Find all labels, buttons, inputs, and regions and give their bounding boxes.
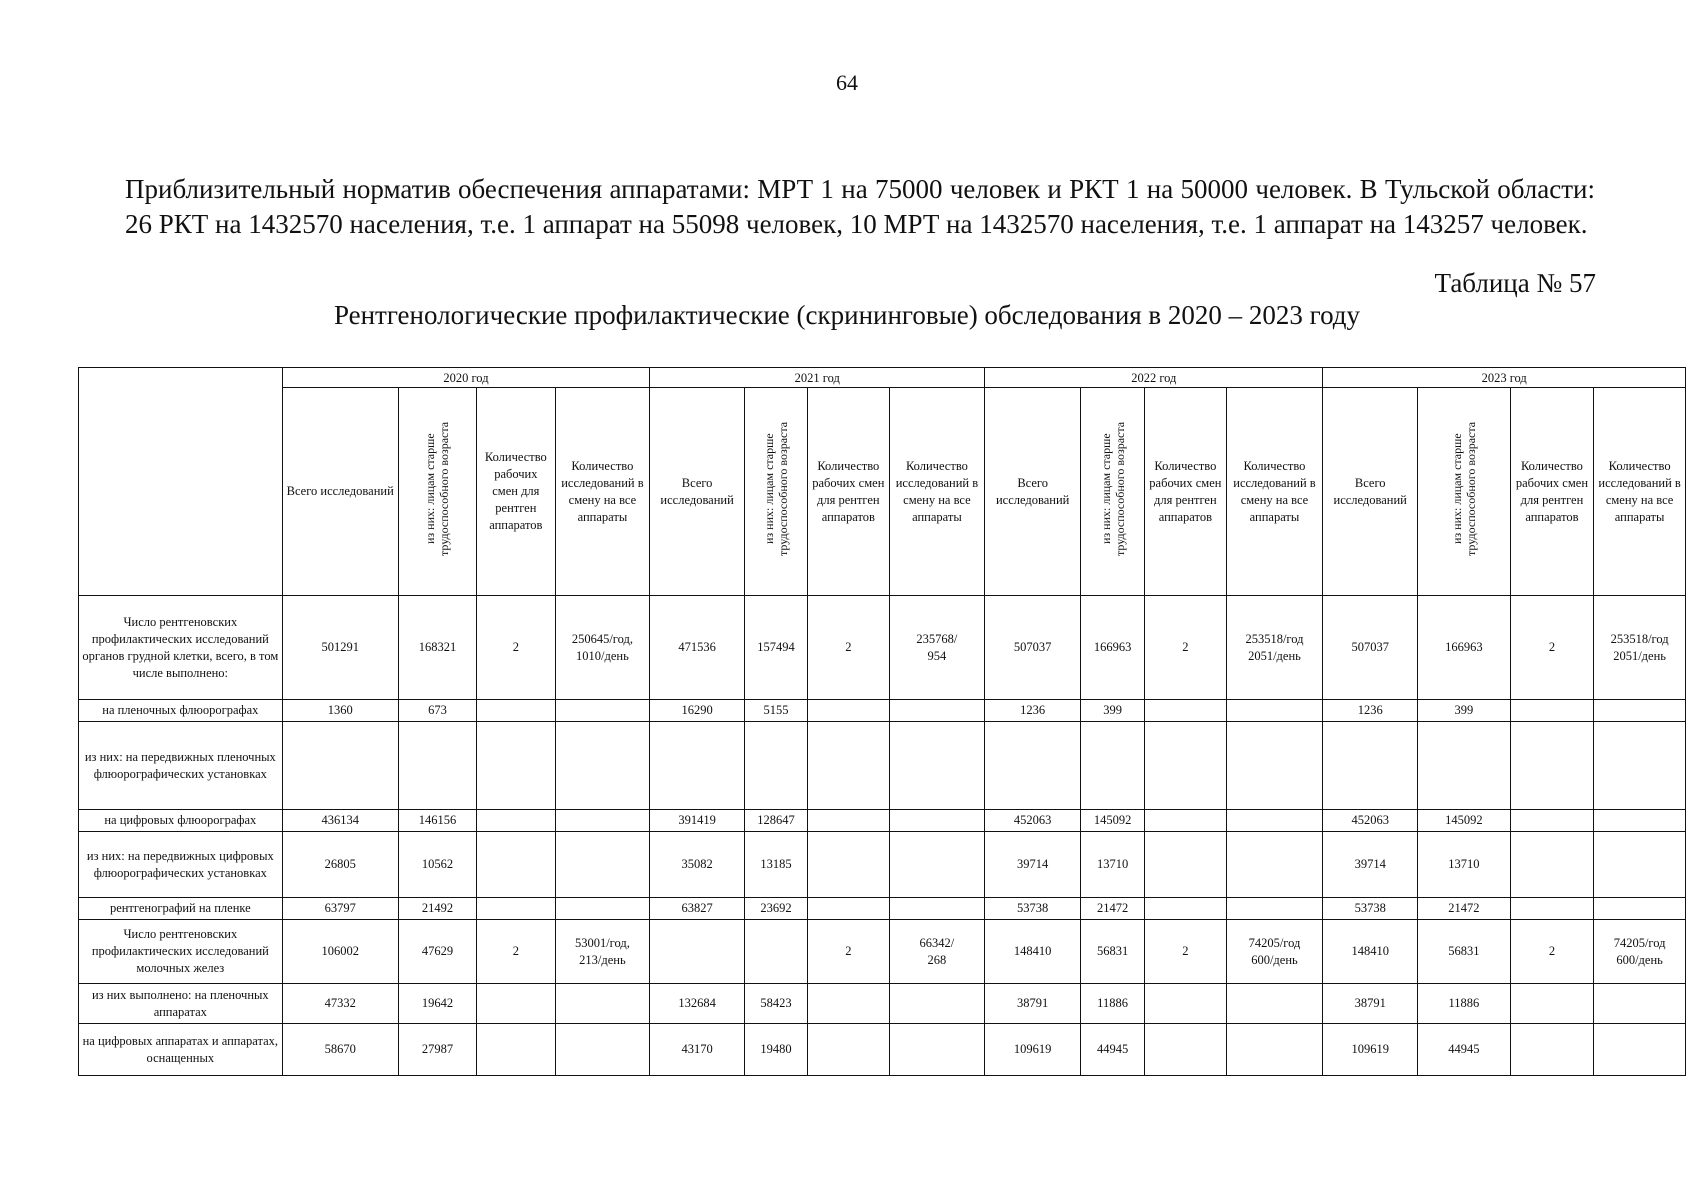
table-cell: 1236 [1323,700,1418,722]
column-header-text: из них: лицам старше трудоспособного возраста [423,421,452,557]
table-cell [744,920,807,984]
table-cell [555,700,650,722]
table-cell: 56831 [1418,920,1511,984]
table-cell [555,722,650,810]
table-cell [1510,722,1594,810]
column-header-over-working-age [744,388,807,596]
table-cell: 74205/год 600/день [1594,920,1686,984]
table-cell [1323,722,1418,810]
table-cell [985,722,1081,810]
table-cell: 471536 [650,596,745,700]
column-header-total: Всего исследований [650,388,745,596]
table-cell [808,1024,889,1076]
row-label: на цифровых флюорографах [79,810,283,832]
page-number: 64 [836,70,858,95]
table-cell: 74205/год 600/день [1226,920,1323,984]
table-cell [808,832,889,898]
table-cell: 13185 [744,832,807,898]
table-row [79,920,1686,984]
table-cell: 63797 [282,898,398,920]
table-cell: 21472 [1081,898,1145,920]
column-header-per-shift: Количество исследований в смену на все аппараты [1226,388,1323,596]
table-cell: 2 [808,596,889,700]
table-cell [477,722,555,810]
table-cell [477,700,555,722]
year-header-2023: 2023 год [1323,368,1686,388]
table-cell [1081,722,1145,810]
table-cell: 109619 [985,1024,1081,1076]
table-cell [650,722,745,810]
column-header-text: из них: лицам старше трудоспособного возраста [1098,421,1127,557]
column-header-text: из них: лицам старше трудоспособного возраста [762,421,791,557]
row-label: из них: на передвижных пленочных флюорографических установках [79,722,283,810]
table-cell [889,722,985,810]
table-cell: 145092 [1418,810,1511,832]
table-cell: 166963 [1418,596,1511,700]
table-cell: 250645/год, 1010/день [555,596,650,700]
table-cell [477,898,555,920]
column-header-per-shift: Количество исследований в смену на все аппараты [555,388,650,596]
table-cell [282,722,398,810]
table-cell: 44945 [1418,1024,1511,1076]
table-cell [1145,984,1226,1024]
table-cell [889,700,985,722]
table-cell [1510,898,1594,920]
table-row [79,722,1686,810]
table-cell [1226,898,1323,920]
table-cell: 507037 [1323,596,1418,700]
table-caption: Рентгенологические профилактические (скрининговые) обследования в 2020 – 2023 году [333,300,1361,330]
table-cell: 58670 [282,1024,398,1076]
table-cell: 501291 [282,596,398,700]
table-cell [808,810,889,832]
row-label: рентгенографий на пленке [79,898,283,920]
table-cell [1594,700,1686,722]
table-cell [1594,810,1686,832]
table-cell: 19480 [744,1024,807,1076]
table-cell [889,832,985,898]
column-header-shifts: Количество рабочих смен для рентген аппаратов [1145,388,1226,596]
table-cell: 53738 [985,898,1081,920]
table-cell [398,722,476,810]
table-row [79,898,1686,920]
table-cell: 132684 [650,984,745,1024]
table-cell: 11886 [1081,984,1145,1024]
row-label: из них выполнено: на пленочных аппаратах [79,984,283,1024]
table-cell: 19642 [398,984,476,1024]
table-cell [1145,832,1226,898]
table-cell [1510,984,1594,1024]
table-cell [1145,810,1226,832]
table-row [79,1024,1686,1076]
table-row [79,596,1686,700]
column-header-over-working-age [1081,388,1145,596]
table-cell: 1360 [282,700,398,722]
column-header-shifts: Количество рабочих смен для рентген аппаратов [808,388,889,596]
column-header-total: Всего исследований [985,388,1081,596]
column-header-total: Всего исследований [282,388,398,596]
table-cell: 2 [1145,920,1226,984]
table-cell: 47629 [398,920,476,984]
table-cell: 148410 [985,920,1081,984]
row-label: из них: на передвижных цифровых флюорографических установках [79,832,283,898]
table-cell: 235768/ 954 [889,596,985,700]
table-cell [1226,984,1323,1024]
table-row [79,700,1686,722]
table-cell: 106002 [282,920,398,984]
table-cell: 399 [1081,700,1145,722]
table-cell [1145,898,1226,920]
column-header-per-shift: Количество исследований в смену на все аппараты [889,388,985,596]
table-cell [808,722,889,810]
table-cell: 109619 [1323,1024,1418,1076]
column-header-shifts: Количество рабочих смен для рентген аппаратов [477,388,555,596]
table-row [79,984,1686,1024]
table-cell [808,898,889,920]
table-cell [1594,984,1686,1024]
table-cell [1510,1024,1594,1076]
column-header-shifts: Количество рабочих смен для рентген аппаратов [1510,388,1594,596]
table-cell [808,984,889,1024]
table-row [79,832,1686,898]
table-cell [1226,810,1323,832]
row-label: на цифровых аппаратах и аппаратах, оснащенных [79,1024,283,1076]
table-cell: 2 [477,596,555,700]
table-cell: 128647 [744,810,807,832]
table-cell: 10562 [398,832,476,898]
table-cell: 21472 [1418,898,1511,920]
table-cell: 166963 [1081,596,1145,700]
table-cell: 53001/год, 213/день [555,920,650,984]
table-cell [1594,898,1686,920]
year-header-2020: 2020 год [282,368,650,388]
table-cell [477,1024,555,1076]
table-cell [1226,722,1323,810]
table-cell [1594,722,1686,810]
column-header-per-shift: Количество исследований в смену на все аппараты [1594,388,1686,596]
table-cell [744,722,807,810]
table-cell [477,810,555,832]
table-cell: 47332 [282,984,398,1024]
table-cell: 2 [1510,920,1594,984]
table-cell [1226,832,1323,898]
table-number: Таблица № 57 [1434,268,1596,298]
row-label-header [79,368,283,596]
table-cell [1594,832,1686,898]
table-cell [1226,700,1323,722]
table-cell: 13710 [1081,832,1145,898]
table-cell: 2 [808,920,889,984]
table-cell [1510,832,1594,898]
table-cell: 43170 [650,1024,745,1076]
table-cell: 35082 [650,832,745,898]
table-cell: 253518/год 2051/день [1594,596,1686,700]
row-label: на пленочных флюорографах [79,700,283,722]
table-cell [1145,1024,1226,1076]
table-cell: 157494 [744,596,807,700]
table-cell: 63827 [650,898,745,920]
table-cell [650,920,745,984]
table-cell: 507037 [985,596,1081,700]
table-cell [1594,1024,1686,1076]
table-cell: 56831 [1081,920,1145,984]
table-cell: 39714 [1323,832,1418,898]
table-cell [1510,810,1594,832]
table-cell [555,810,650,832]
table-cell [889,1024,985,1076]
table-cell: 145092 [1081,810,1145,832]
table-cell: 38791 [1323,984,1418,1024]
table-cell: 1236 [985,700,1081,722]
column-header-text: из них: лицам старше трудоспособного возраста [1449,421,1478,557]
table-cell: 66342/ 268 [889,920,985,984]
table-cell: 2 [477,920,555,984]
column-header-over-working-age [1418,388,1511,596]
table-cell: 253518/год 2051/день [1226,596,1323,700]
table-cell [555,1024,650,1076]
row-label: Число рентгеновских профилактических исследований молочных желез [79,920,283,984]
table-cell: 2 [1145,596,1226,700]
table-cell: 44945 [1081,1024,1145,1076]
table-cell: 38791 [985,984,1081,1024]
table-cell [1226,1024,1323,1076]
column-header-over-working-age [398,388,476,596]
year-header-2021: 2021 год [650,368,985,388]
year-header-2022: 2022 год [985,368,1323,388]
table-cell [808,700,889,722]
sub-header-row [79,388,1686,596]
table-cell: 16290 [650,700,745,722]
table-cell: 436134 [282,810,398,832]
column-header-total: Всего исследований [1323,388,1418,596]
table-cell: 2 [1510,596,1594,700]
table-cell: 168321 [398,596,476,700]
table-cell: 5155 [744,700,807,722]
screening-table [78,367,1686,1076]
table-cell [889,984,985,1024]
table-cell: 53738 [1323,898,1418,920]
table-cell [1418,722,1511,810]
table-cell [1510,700,1594,722]
table-cell [555,984,650,1024]
table-cell: 452063 [1323,810,1418,832]
table-row [79,810,1686,832]
table-cell: 27987 [398,1024,476,1076]
intro-paragraph: Приблизительный норматив обеспечения аппаратами: МРТ 1 на 75000 человек и РКТ 1 на 50000 человек. В Тульской области: 26 РКТ на 1432570 населения, т.е. 1 аппарат на 55098 человек, 10 МРТ на 1432570 населения, т.е. 1 аппарат на 143257 человек. [125,174,1595,239]
table-cell: 11886 [1418,984,1511,1024]
table-cell [477,832,555,898]
table-cell [555,832,650,898]
row-label: Число рентгеновских профилактических исследований органов грудной клетки, всего, в том числе выполнено: [79,596,283,700]
table-cell: 673 [398,700,476,722]
table-cell: 23692 [744,898,807,920]
table-cell: 26805 [282,832,398,898]
table-cell: 146156 [398,810,476,832]
table-cell [889,898,985,920]
table-cell [1145,722,1226,810]
table-cell [889,810,985,832]
table-cell: 58423 [744,984,807,1024]
table-cell: 21492 [398,898,476,920]
table-cell: 148410 [1323,920,1418,984]
table-cell [1145,700,1226,722]
table-cell: 391419 [650,810,745,832]
table-cell: 39714 [985,832,1081,898]
table-cell: 13710 [1418,832,1511,898]
table-cell [555,898,650,920]
table-cell: 399 [1418,700,1511,722]
table-cell: 452063 [985,810,1081,832]
table-cell [477,984,555,1024]
